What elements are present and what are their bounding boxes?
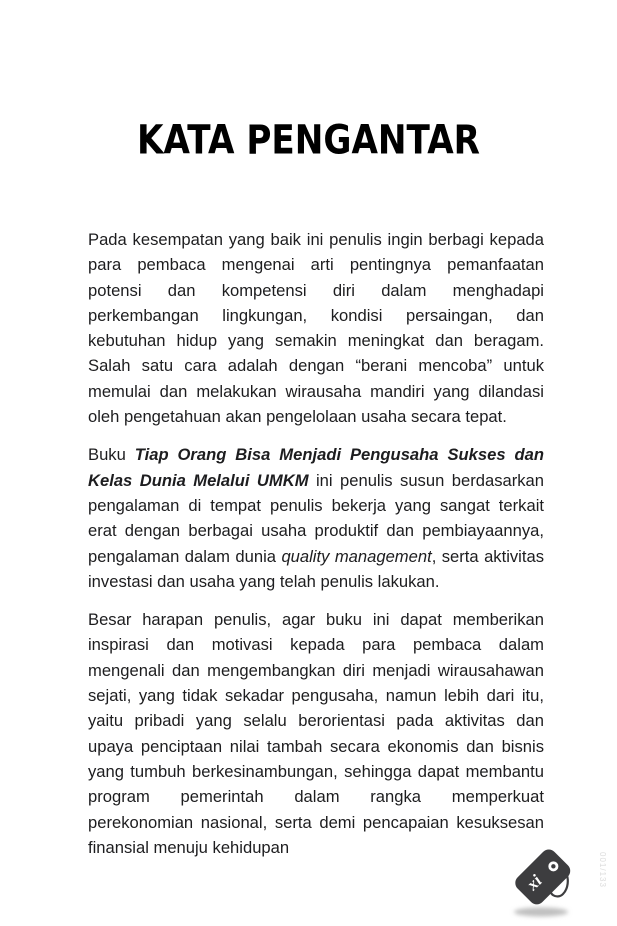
page-number: xi bbox=[522, 871, 546, 894]
text-run: Tiap Orang Bisa Menjadi Pengusaha Sukses dan Kelas Dunia Melalui UMKM bbox=[88, 445, 545, 490]
page-number-tag bbox=[495, 838, 595, 923]
paragraph bbox=[88, 227, 544, 429]
page-title: KATA PENGANTAR bbox=[136, 117, 481, 164]
text-run: Besar harapan penulis, agar buku ini dapat memberikan inspirasi dan motivasi kepada para pembaca dalam mengenali dan mengembangkan diri menjadi wirausahawan sejati, yang tidak sekadar pengusaha, namun lebih dari itu, yaitu pribadi yang selalu berorientasi pada aktivitas dan upaya penciptaan nilai tambah secara ekonomis dan bisnis yang tumbuh berkesinambungan, sehingga dapat membantu program pemerintah dalam rangka memperkuat perekonomian nasional, serta demi pencapaian kesuksesan finansial menuju kehidupan bbox=[88, 610, 544, 857]
paragraph bbox=[88, 442, 544, 594]
tag-shadow bbox=[514, 908, 568, 917]
text-run: , serta aktivitas investasi dan usaha yang telah penulis lakukan. bbox=[88, 546, 545, 591]
text-run: Buku bbox=[88, 445, 135, 465]
edge-watermark: 001/133 bbox=[598, 852, 607, 888]
paragraph bbox=[88, 607, 544, 860]
text-run: ini penulis susun berdasarkan pengalaman di tempat penulis bekerja yang sangat terkait erat dengan berbagai usaha produktif dan pembiayaannya, pengalaman dalam dunia bbox=[88, 470, 544, 566]
text-run: Pada kesempatan yang baik ini penulis ingin berbagi kepada para pembaca mengenai arti pentingnya pemanfaatan potensi dan kompetensi diri dalam menghadapi perkembangan lingkungan, kondisi persaingan, dan kebutuhan hidup yang semakin meningkat dan beragam. Salah satu cara adalah dengan “berani mencoba” untuk memulai dan melakukan wirausaha mandiri yang dilandasi oleh pengetahuan akan pengelolaan usaha secara tepat. bbox=[88, 230, 544, 427]
text-run: quality management bbox=[281, 546, 432, 566]
body-text bbox=[88, 227, 544, 873]
tag-body bbox=[512, 846, 574, 908]
